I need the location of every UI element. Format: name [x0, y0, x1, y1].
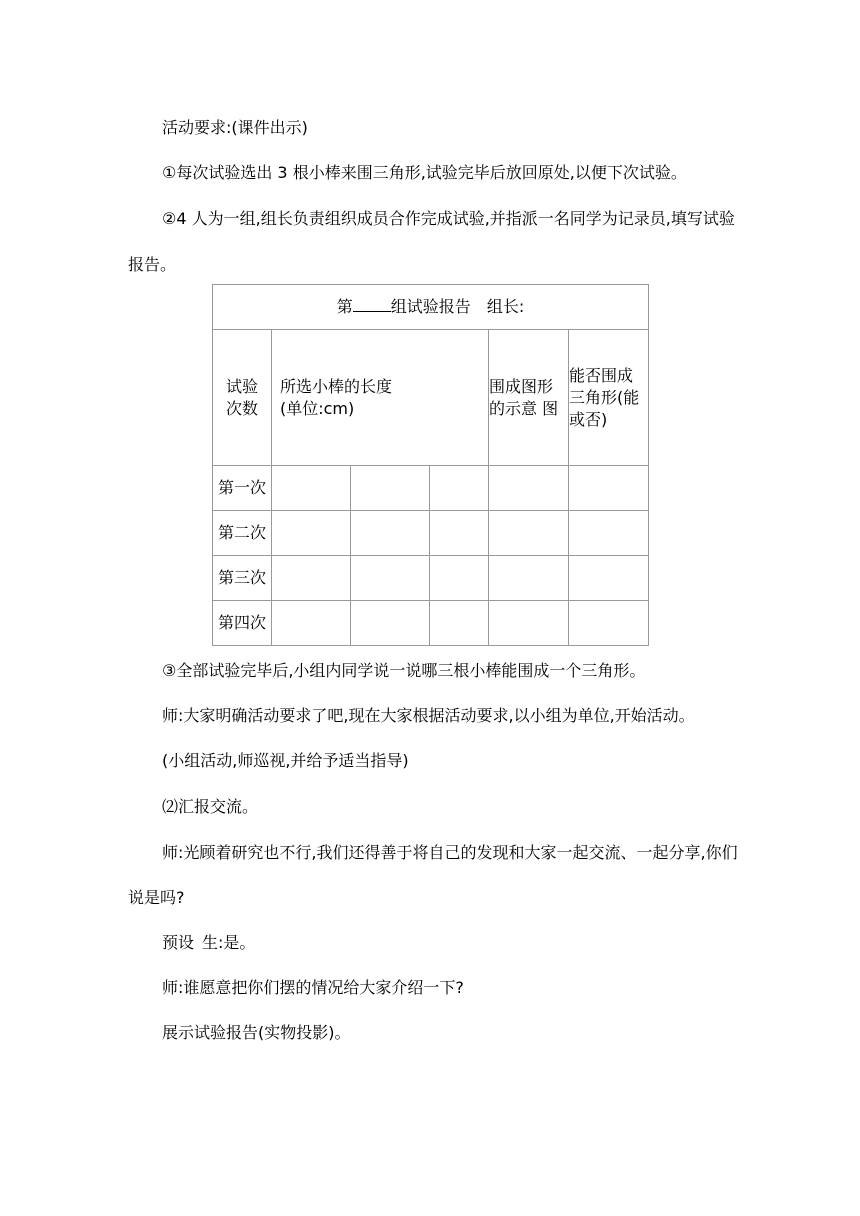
paragraph-requirement-2-line2: 报告。 — [128, 255, 177, 274]
cell-length-3 — [430, 466, 489, 511]
paragraph-teacher-share-line1: 师:光顾着研究也不行,我们还得善于将自己的发现和大家一起交流、一起分享,你们 — [162, 843, 738, 862]
cell-length-1 — [272, 466, 351, 511]
table-row — [213, 601, 649, 646]
cell-diagram — [489, 466, 569, 511]
header-shape-line2: 的示意 图 — [489, 398, 559, 418]
header-stick-lengths — [272, 330, 489, 466]
table-title — [213, 285, 649, 330]
cell-result — [569, 601, 649, 646]
paragraph-preset-answer — [162, 933, 255, 953]
paragraph-teacher-share-line2: 说是吗? — [128, 888, 185, 907]
header-length-line1: 所选小棒的长度 — [280, 376, 393, 396]
preset-text: 生:是。 — [202, 933, 256, 952]
cell-length-1 — [272, 601, 351, 646]
row-label: 第四次 — [213, 601, 272, 646]
paragraph-requirement-2-line1: ②4 人为一组,组长负责组织成员合作完成试验,并指派一名同学为记录员,填写试验 — [162, 209, 735, 228]
header-shape-line1: 围成图形 — [489, 376, 554, 396]
paragraph-teacher-ask: 师:谁愿意把你们摆的情况给大家介绍一下? — [162, 978, 464, 997]
cell-length-2 — [351, 466, 430, 511]
cell-diagram — [489, 556, 569, 601]
header-can-line1: 能否围成 — [569, 365, 634, 385]
paragraph-report-exchange: ⑵汇报交流。 — [162, 797, 259, 816]
header-trial-line2: 次数 — [225, 398, 258, 418]
header-shape-diagram — [489, 330, 569, 466]
header-can-line3: 或否) — [569, 409, 608, 429]
paragraph-teacher-start: 师:大家明确活动要求了吧,现在大家根据活动要求,以小组为单位,开始活动。 — [162, 706, 695, 725]
title-suffix: 组试验报告 — [390, 297, 471, 316]
trial-report-table — [212, 284, 649, 646]
title-prefix: 第 — [336, 297, 353, 316]
row-label: 第三次 — [213, 556, 272, 601]
header-length-line2: (单位:cm) — [280, 398, 355, 418]
paragraph-group-activity: (小组活动,师巡视,并给予适当指导) — [162, 751, 409, 770]
cell-result — [569, 556, 649, 601]
leader-label: 组长: — [486, 297, 525, 316]
table-row — [213, 511, 649, 556]
header-can-form-triangle — [569, 330, 649, 466]
paragraph-requirement-1: ①每次试验选出 3 根小棒来围三角形,试验完毕后放回原处,以便下次试验。 — [162, 163, 687, 182]
header-trial-count — [213, 330, 272, 466]
cell-length-1 — [272, 556, 351, 601]
table-row — [213, 556, 649, 601]
cell-length-2 — [351, 601, 430, 646]
cell-length-3 — [430, 601, 489, 646]
group-number-blank — [353, 296, 391, 312]
row-label: 第二次 — [213, 511, 272, 556]
row-label: 第一次 — [213, 466, 272, 511]
header-trial-line1: 试验 — [225, 376, 258, 396]
cell-length-3 — [430, 511, 489, 556]
cell-result — [569, 466, 649, 511]
cell-length-3 — [430, 556, 489, 601]
header-can-line2: 三角形(能 — [569, 387, 640, 407]
cell-length-2 — [351, 556, 430, 601]
paragraph-activity-requirements: 活动要求:(课件出示) — [162, 118, 308, 137]
table-row — [213, 466, 649, 511]
paragraph-show-report: 展示试验报告(实物投影)。 — [162, 1023, 351, 1042]
preset-label: 预设 — [162, 933, 195, 952]
cell-diagram — [489, 511, 569, 556]
cell-length-1 — [272, 511, 351, 556]
cell-result — [569, 511, 649, 556]
table-header-row — [213, 330, 649, 466]
paragraph-requirement-3: ③全部试验完毕后,小组内同学说一说哪三根小棒能围成一个三角形。 — [162, 661, 646, 680]
cell-diagram — [489, 601, 569, 646]
cell-length-2 — [351, 511, 430, 556]
